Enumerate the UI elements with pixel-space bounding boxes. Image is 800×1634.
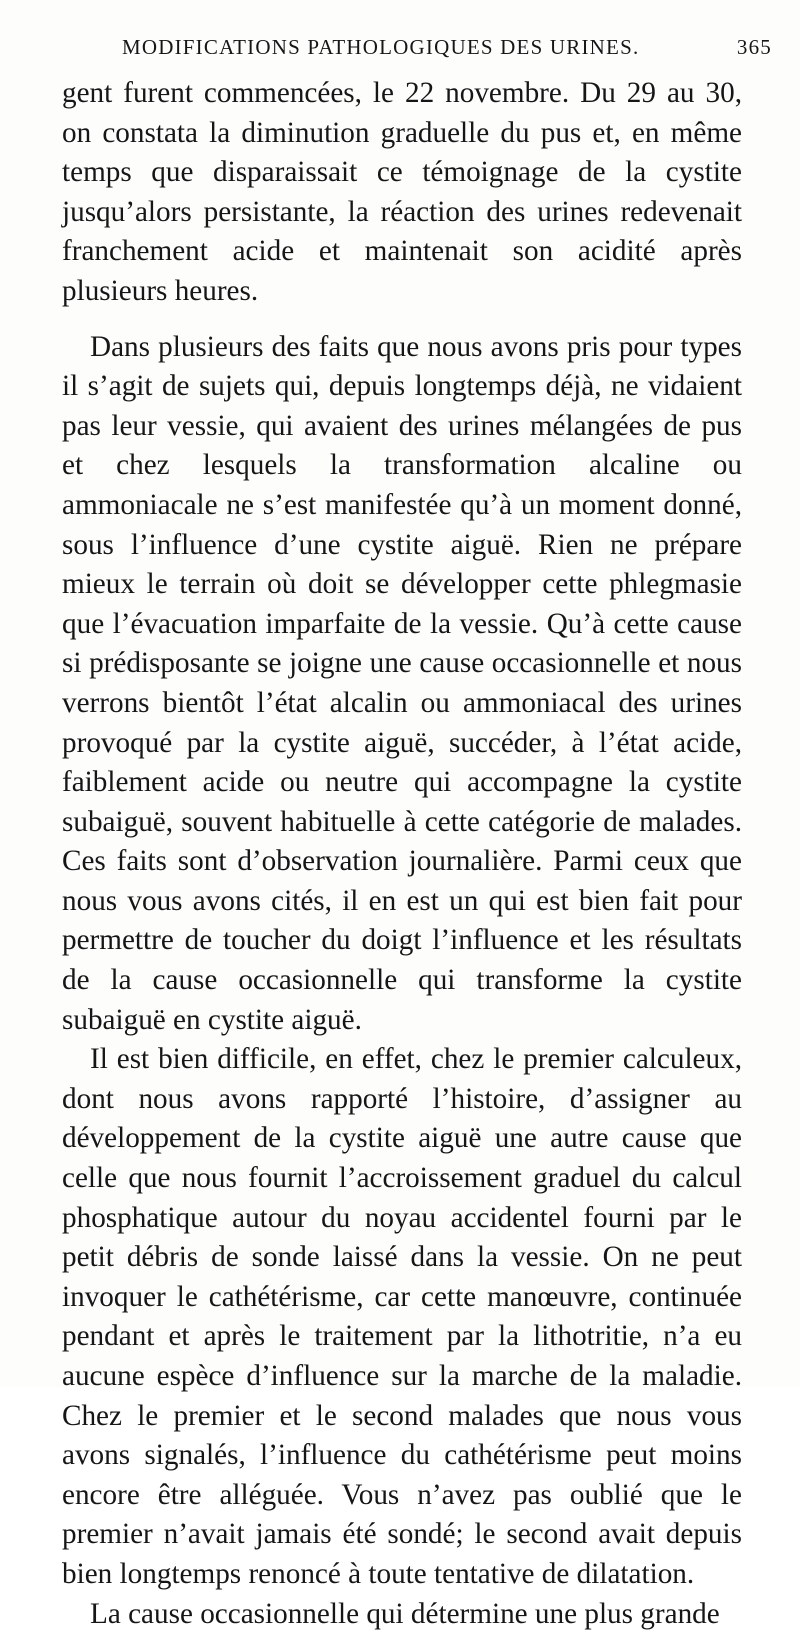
page-number: 365 — [736, 35, 772, 59]
paragraph: La cause occasionnelle qui détermine une plus grande — [90, 1597, 720, 1630]
paragraph: Dans plusieurs des faits que nous avons pris pour types il s’agit de sujets qui, depuis longtemps déjà, ne vidaient pas leur vessie, qui avaient des urines mélangées de pus et chez lesquels la transformation alcaline ou ammoniacale ne s’est manifestée qu’à un moment donné, sous l’influence d’une cystite aiguë. Rien ne prépare mieux le terrain où doit se développer cette phlegmasie que l’évacuation imparfaite de la vessie. Qu’à cette cause si prédisposante se joigne une cause occasionnelle et nous verrons bientôt l’état alcalin ou ammoniacal des urines provoqué par la cystite aiguë, succéder, à l’état acide, faiblement acide ou neutre qui accompagne la cystite subaiguë, souvent habituelle à cette catégorie de malades. Ces faits sont d’observation journalière. Parmi ceux que nous vous avons cités, il en est un qui est bien fait pour permettre de toucher du doigt l’influence et les résultats de la cause occasionnelle qui transforme la cystite subaiguë en cystite aiguë. — [62, 330, 742, 1036]
running-head-title: MODIFICATIONS PATHOLOGIQUES DES URINES. — [122, 35, 640, 59]
running-head — [122, 32, 772, 62]
body-text — [62, 74, 742, 1634]
paragraph: Il est bien difficile, en effet, chez le premier calculeux, dont nous avons rapporté l’histoire, d’assigner au développement de la cystite aiguë une autre cause que celle que nous fournit l’accroissement graduel du calcul phosphatique autour du noyau accidentel fourni par le petit débris de sonde laissé dans la vessie. On ne peut invoquer le cathétérisme, car cette manœuvre, continuée pendant et après le traitement par la lithotritie, n’a eu aucune espèce d’influence sur la marche de la maladie. Chez le premier et le second malades que nous vous avons signalés, l’influence du cathétérisme peut moins encore être alléguée. Vous n’avez pas oublié que le premier n’avait jamais été sondé; le second avait depuis bien longtemps renoncé à toute tentative de dilatation. — [62, 1043, 742, 1590]
paragraph-continued: gent furent commencées, le 22 novembre. Du 29 au 30, on constata la diminution graduelle du pus et, en même temps que disparaissait ce témoignage de la cystite jusqu’alors persistante, la réaction des urines redevenait franchement acide et maintenait son acidité après plusieurs heures. — [62, 77, 742, 307]
